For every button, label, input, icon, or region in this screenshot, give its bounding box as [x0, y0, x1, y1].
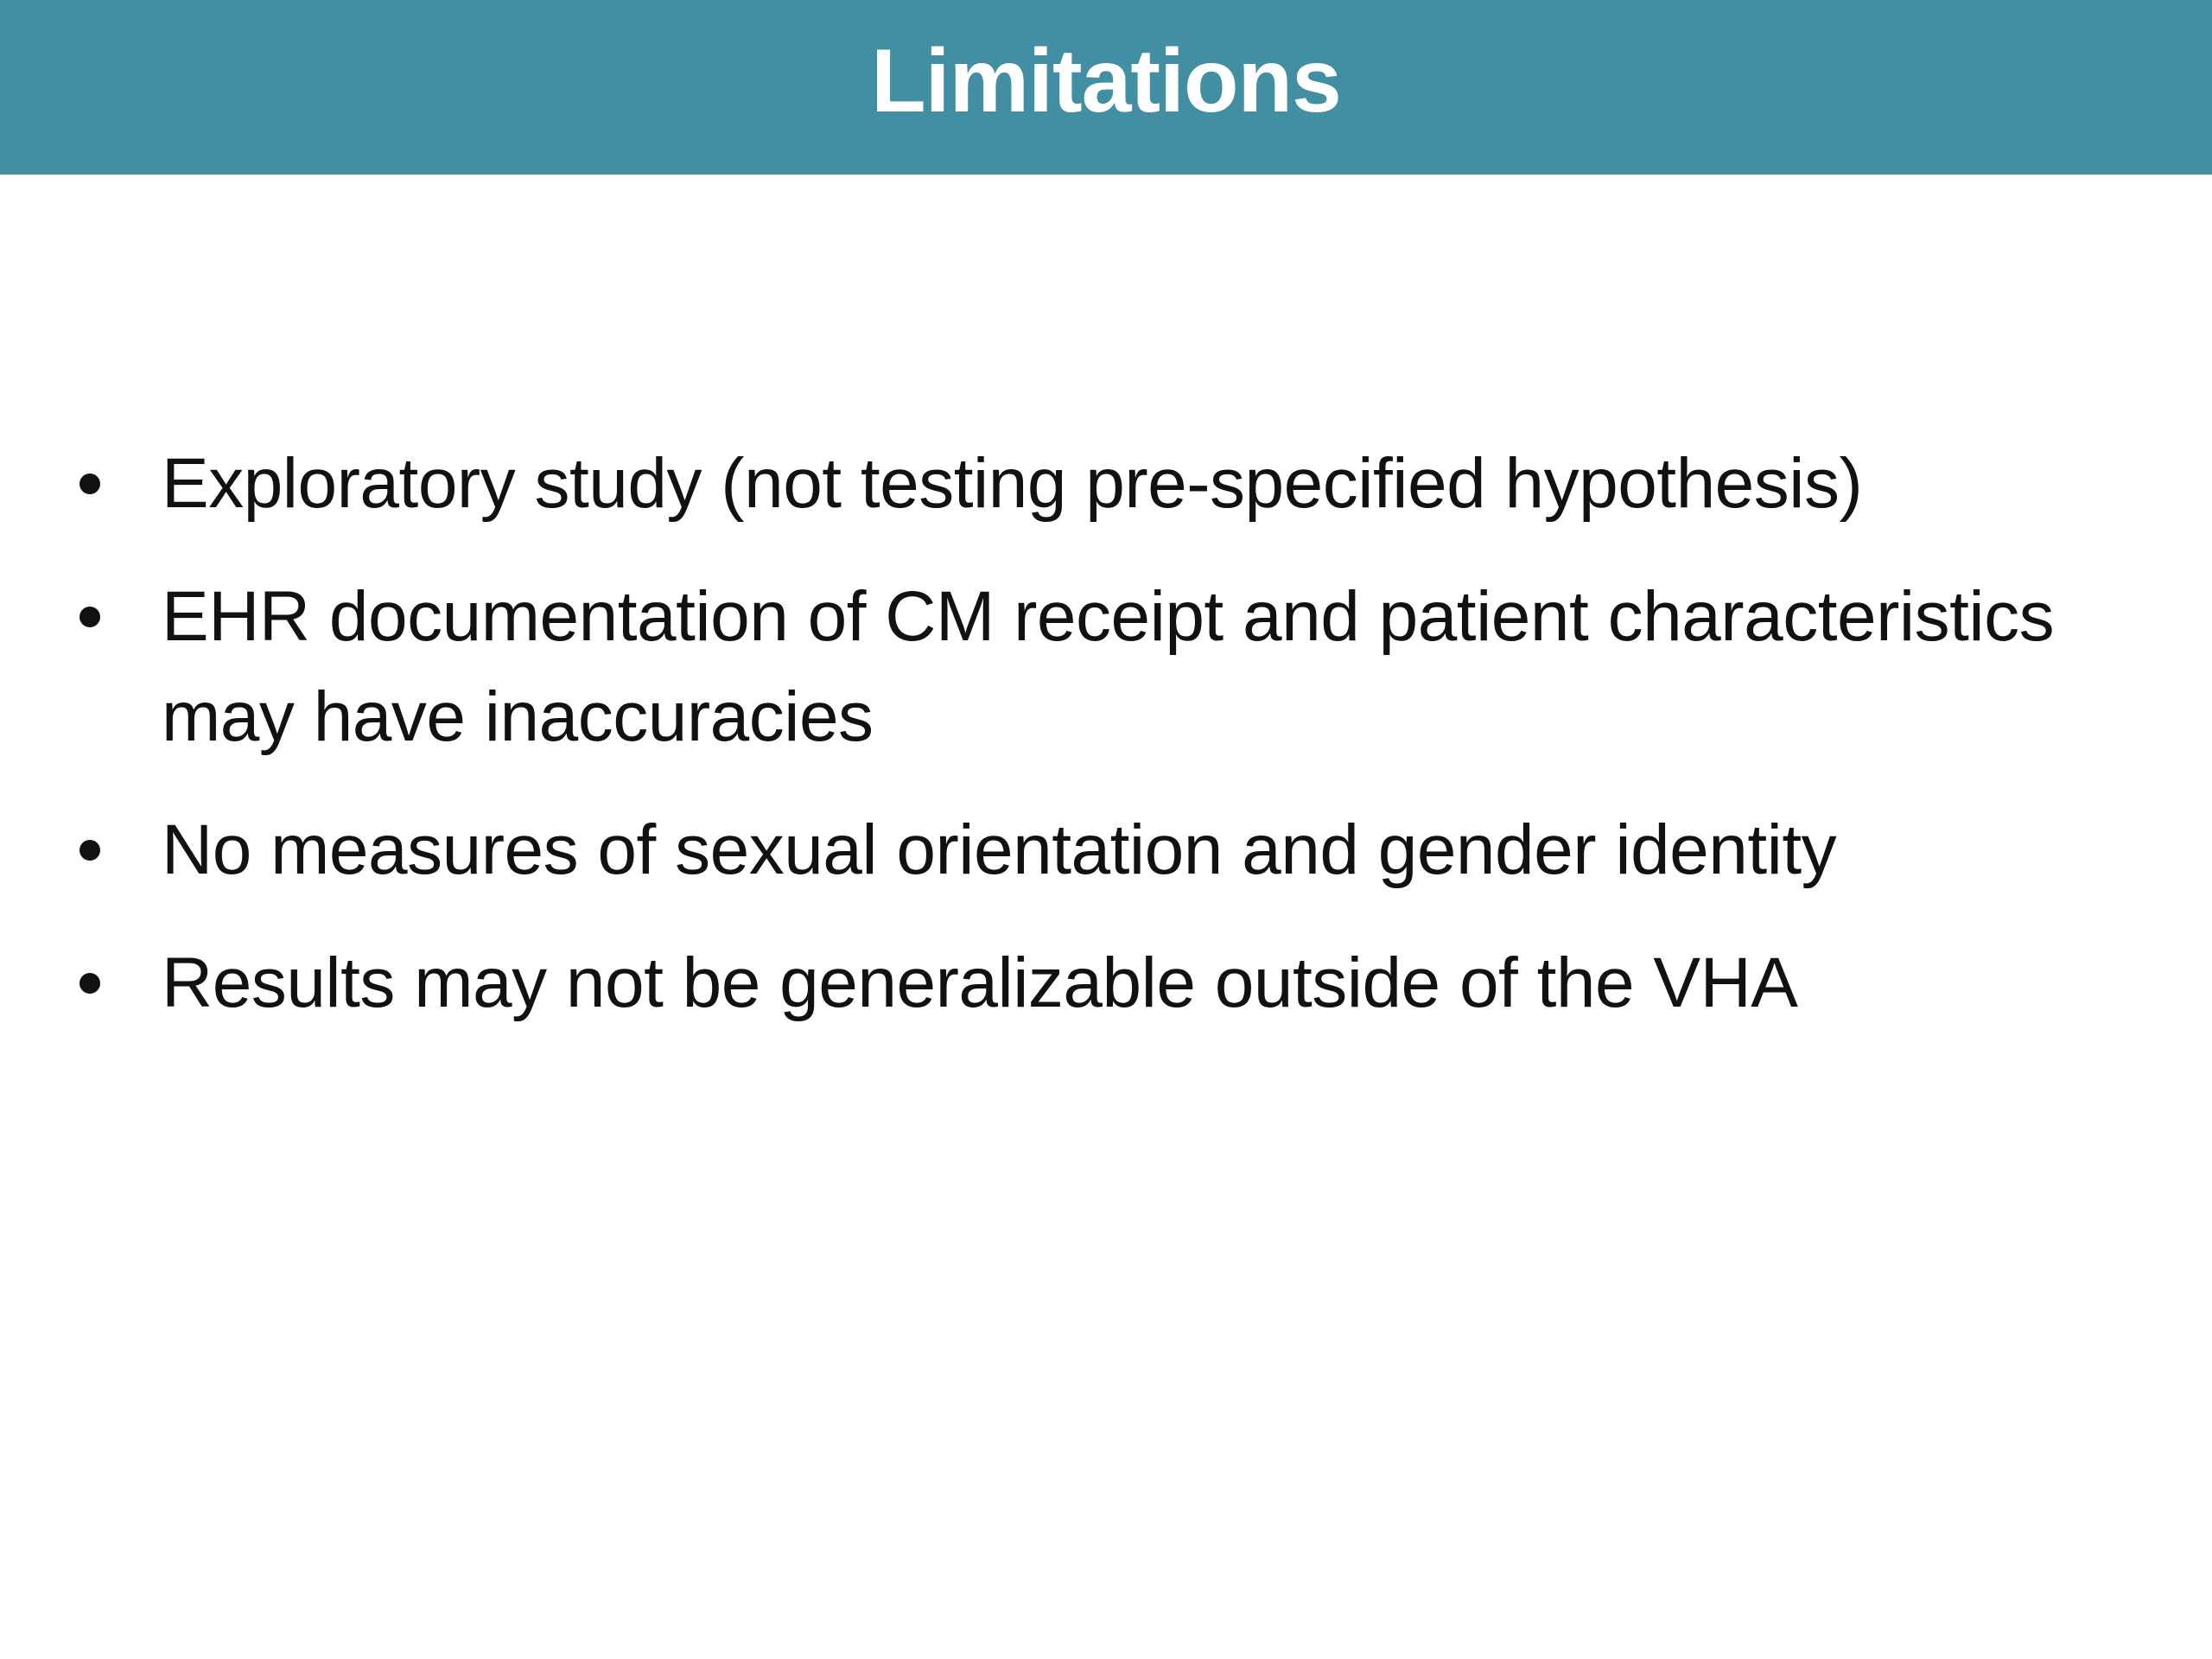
- bullet-dot-icon: [79, 474, 100, 494]
- bullet-list: [0, 434, 2212, 1066]
- slide-title: Limitations: [871, 31, 1341, 131]
- bullet-text: Exploratory study (not testing pre-specified hypothesis): [162, 444, 1863, 523]
- bullet-text: Results may not be generalizable outside of the VHA: [162, 944, 1798, 1022]
- bullet-item: [0, 800, 2212, 900]
- title-bar: [0, 0, 2212, 175]
- bullet-item: [0, 434, 2212, 534]
- bullet-dot-icon: [79, 607, 100, 627]
- bullet-dot-icon: [79, 973, 100, 994]
- bullet-item: [0, 933, 2212, 1033]
- bullet-item: [0, 567, 2212, 767]
- bullet-text: No measures of sexual orientation and gender identity: [162, 810, 1837, 889]
- bullet-text: EHR documentation of CM receipt and patient characteristics may have inaccuracies: [162, 577, 2055, 756]
- bullet-dot-icon: [79, 840, 100, 861]
